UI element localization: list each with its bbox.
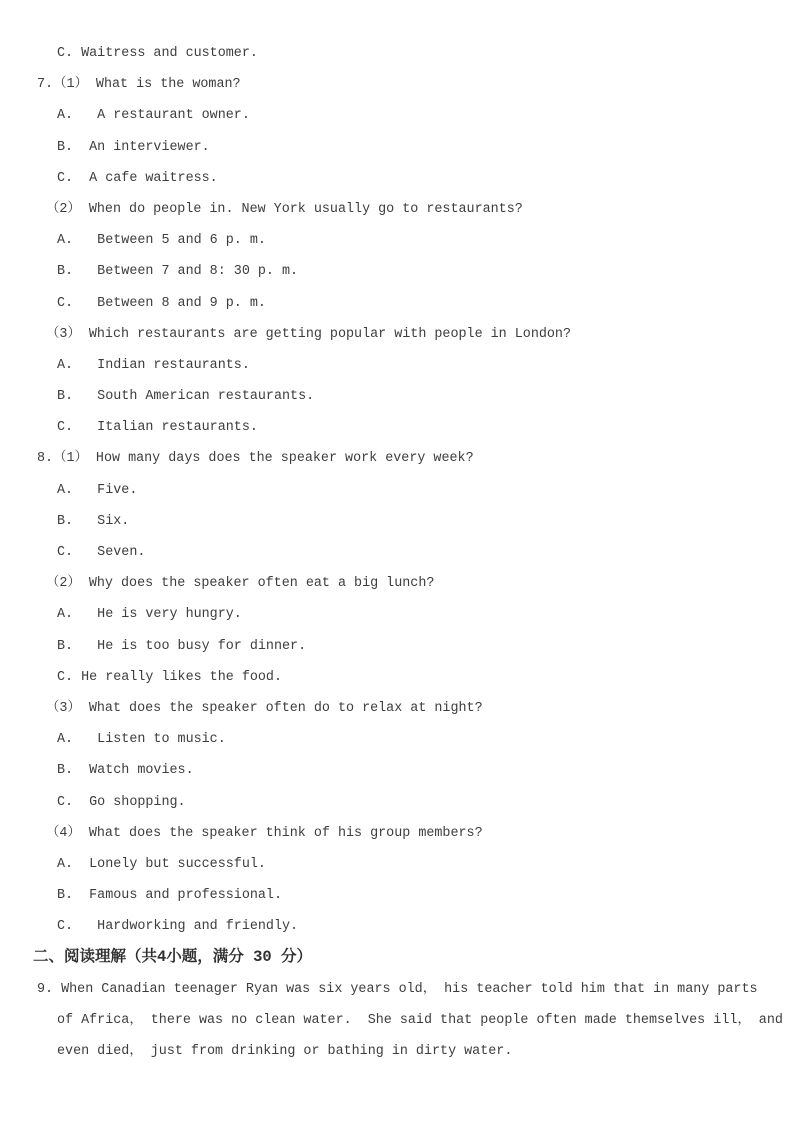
q7-part2-option-b: B. Between 7 and 8: 30 p. m. xyxy=(57,264,299,280)
q8-part1-option-b: B. Six. xyxy=(57,513,130,529)
q9-passage-line-2: of Africa， there was no clean water. She said that people often made themselves ill， and xyxy=(57,1012,783,1028)
q8-part2-option-b: B. He is too busy for dinner. xyxy=(57,638,307,654)
q7-part3-option-c: C. Italian restaurants. xyxy=(57,420,258,436)
q7-part2-option-a: A. Between 5 and 6 p. m. xyxy=(57,233,266,249)
q8-part3-option-a: A. Listen to music. xyxy=(57,732,226,748)
q7-part3-option-b: B. South American restaurants. xyxy=(57,389,315,405)
q8-part1-option-c: C. Seven. xyxy=(57,545,146,560)
q7-part1-option-b: B. An interviewer. xyxy=(57,139,210,155)
q8-part2-option-a: A. He is very hungry. xyxy=(57,607,242,623)
q8-part1-option-a: A. Five. xyxy=(57,482,138,498)
q8-part1-question: 8.（1） How many days does the speaker work every week? xyxy=(37,451,474,467)
q8-part3-option-b: B. Watch movies. xyxy=(57,763,194,779)
q8-part4-question: （4） What does the speaker think of his group members? xyxy=(46,825,483,841)
q8-part2-option-c: C. He really likes the food. xyxy=(57,669,282,685)
q7-part3-question: （3） Which restaurants are getting popular with people in London? xyxy=(46,326,571,342)
q8-part4-option-b: B. Famous and professional. xyxy=(57,888,282,904)
q8-part3-question: （3） What does the speaker often do to relax at night? xyxy=(46,700,483,716)
q8-part2-question: （2） Why does the speaker often eat a big lunch? xyxy=(46,576,435,592)
q8-part3-option-c: C. Go shopping. xyxy=(57,794,186,810)
q7-part1-option-a: A. A restaurant owner. xyxy=(57,108,250,124)
q8-part4-option-a: A. Lonely but successful. xyxy=(57,856,266,872)
q7-part3-option-a: A. Indian restaurants. xyxy=(57,357,250,373)
q7-part2-question: （2） When do people in. New York usually go to restaurants? xyxy=(46,201,523,217)
q7-part1-option-c: C. A cafe waitress. xyxy=(57,170,218,186)
q9-passage-line-1: 9. When Canadian teenager Ryan was six years old， his teacher told him that in many parts xyxy=(37,981,758,997)
q7-part2-option-c: C. Between 8 and 9 p. m. xyxy=(57,295,266,311)
q9-passage-line-3: even died， just from drinking or bathing in dirty water. xyxy=(57,1044,513,1059)
section-2-heading: 二、阅读理解（共4小题，满分 30 分） xyxy=(33,948,313,967)
q6-option-c: C. Waitress and customer. xyxy=(57,46,258,61)
q8-part4-option-c: C. Hardworking and friendly. xyxy=(57,919,299,935)
q7-part1-question: 7.（1） What is the woman? xyxy=(37,77,241,93)
